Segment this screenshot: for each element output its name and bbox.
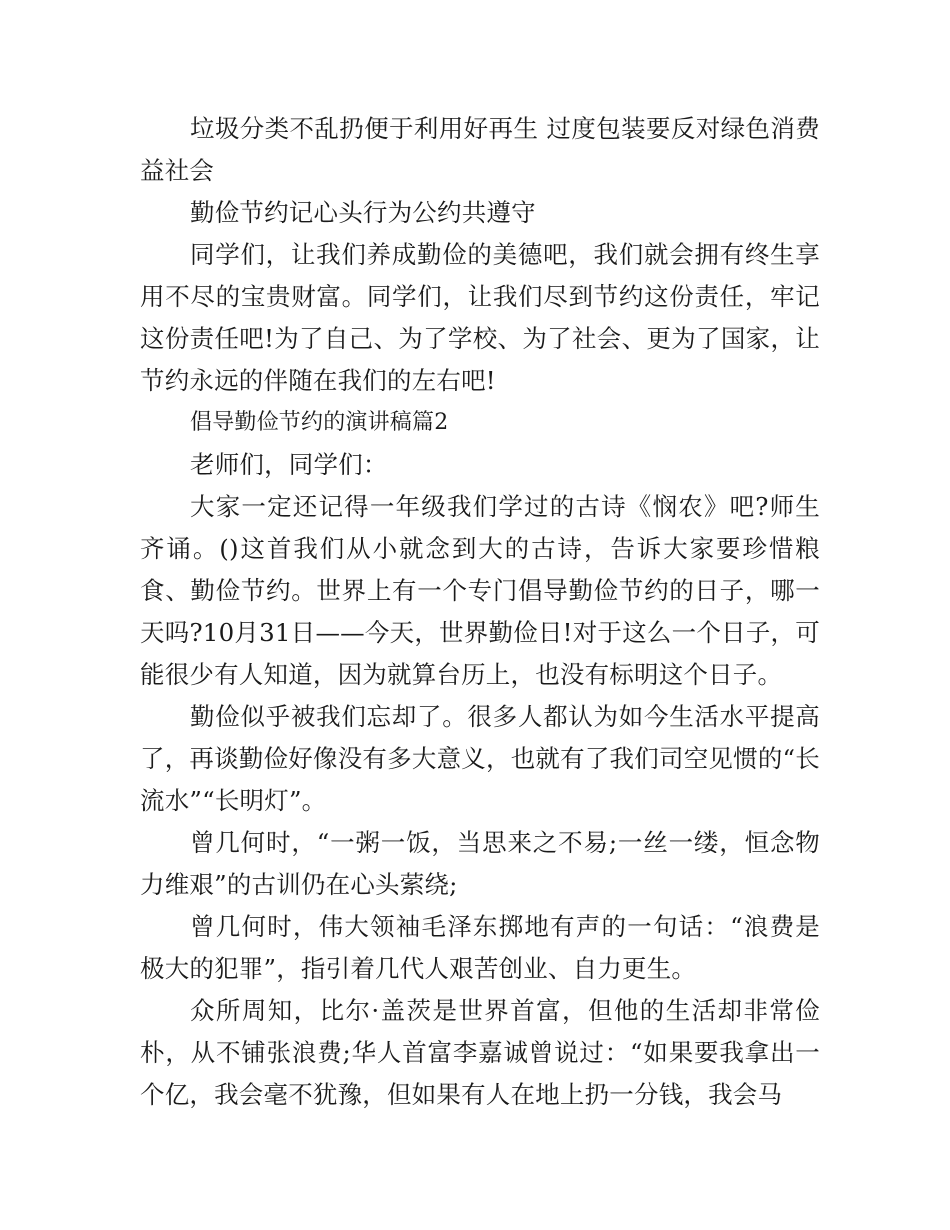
paragraph-examples: 众所周知，比尔·盖茨是世界首富，但他的生活却非常俭朴，从不铺张浪费;华人首富李嘉诚曾说过：“如果要我拿出一个亿，我会毫不犹豫，但如果有人在地上扔一分钱，我会马 xyxy=(140,996,820,1109)
paragraph-slogan-1: 垃圾分类不乱扔便于利用好再生 过度包装要反对绿色消费益社会 xyxy=(140,114,820,185)
document-body xyxy=(140,108,820,1116)
paragraph-slogan-2: 勤俭节约记心头行为公约共遵守 xyxy=(190,198,536,227)
salutation: 老师们，同学们： xyxy=(190,450,388,479)
paragraph-forgotten: 勤俭似乎被我们忘却了。很多人都认为如今生活水平提高了，再谈勤俭好像没有多大意义，也就有了我们司空见惯的“长流水”“长明灯”。 xyxy=(140,702,820,815)
section-title: 倡导勤俭节约的演讲稿篇2 xyxy=(190,410,449,435)
paragraph-mao-quote: 曾几何时，伟大领袖毛泽东掷地有声的一句话：“浪费是极大的犯罪”，指引着几代人艰苦创业、自力更生。 xyxy=(140,912,820,983)
paragraph-intro: 大家一定还记得一年级我们学过的古诗《悯农》吧?师生齐诵。()这首我们从小就念到大的古诗，告诉大家要珍惜粮食、勤俭节约。世界上有一个专门倡导勤俭节约的日子，哪一天吗?10月31日——今天，世界勤俭日!对于这么一个日子，可能很少有人知道，因为就算台历上，也没有标明这个日子。 xyxy=(140,492,820,689)
paragraph-closing: 同学们，让我们养成勤俭的美德吧，我们就会拥有终生享用不尽的宝贵财富。同学们，让我们尽到节约这份责任，牢记这份责任吧!为了自己、为了学校、为了社会、更为了国家，让节约永远的伴随在我们的左右吧! xyxy=(140,240,820,395)
paragraph-proverb: 曾几何时，“一粥一饭，当思来之不易;一丝一缕，恒念物力维艰”的古训仍在心头萦绕; xyxy=(140,828,820,899)
